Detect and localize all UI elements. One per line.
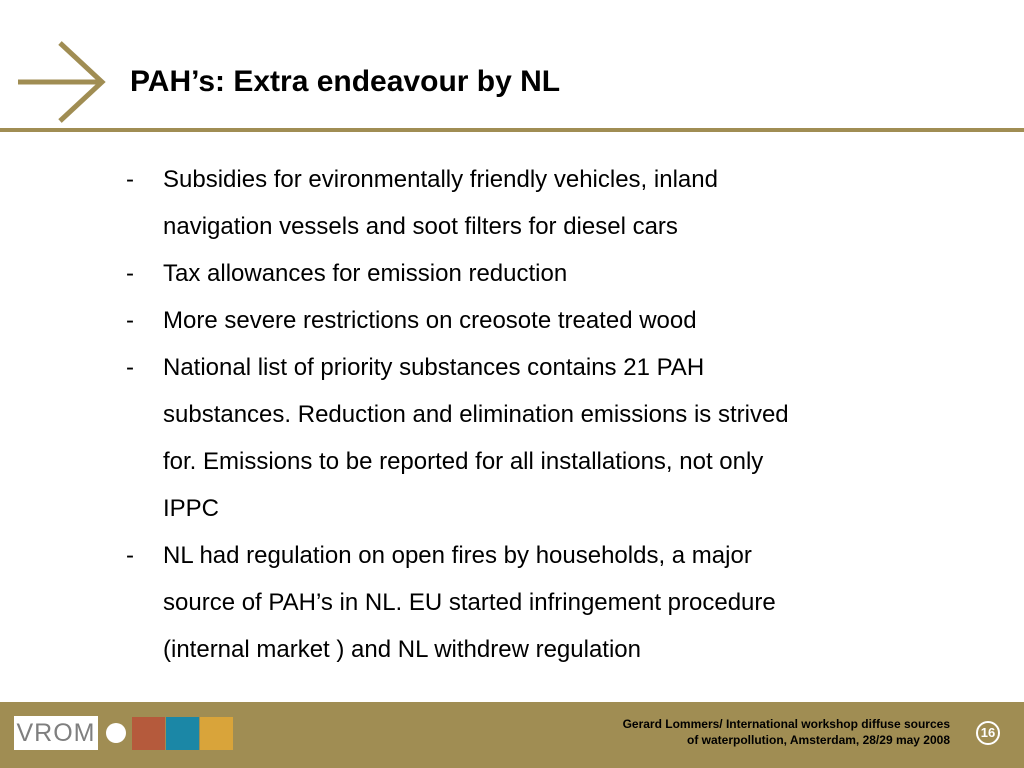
- color-square-terracotta: [132, 717, 165, 750]
- footer-credit-line: of waterpollution, Amsterdam, 28/29 may 2008: [687, 733, 950, 747]
- bullet-dash: -: [126, 166, 134, 193]
- bullet-line: source of PAH’s in NL. EU started infringement procedure: [163, 589, 776, 616]
- bullet-item: [126, 344, 926, 532]
- bullet-line: (internal market ) and NL withdrew regulation: [163, 636, 641, 663]
- arrow-right-icon: [14, 40, 106, 124]
- bullet-line: NL had regulation on open fires by households, a major: [163, 542, 752, 569]
- bullet-item: [126, 156, 926, 250]
- bullet-item: [126, 250, 926, 297]
- bullet-line: National list of priority substances contains 21 PAH: [163, 354, 705, 381]
- logo-dot: [106, 723, 126, 743]
- bullet-dash: -: [126, 542, 134, 569]
- bullet-line: Subsidies for evironmentally friendly vehicles, inland: [163, 166, 718, 193]
- bullet-dash: -: [126, 260, 134, 287]
- bullet-item: [126, 532, 926, 673]
- bullet-dash: -: [126, 354, 134, 381]
- vrom-logo: VROM: [14, 716, 98, 750]
- bullet-dash: -: [126, 307, 134, 334]
- slide-title: PAH’s: Extra endeavour by NL: [130, 65, 561, 98]
- footer-bar: [0, 702, 1024, 768]
- bullet-line: IPPC: [163, 495, 220, 522]
- title-divider: [0, 128, 1024, 132]
- bullet-line: substances. Reduction and elimination emissions is strived: [163, 401, 789, 428]
- page-number-badge: 16: [976, 721, 1000, 745]
- bullet-line: navigation vessels and soot filters for diesel cars: [163, 213, 678, 240]
- bullet-line: Tax allowances for emission reduction: [163, 260, 568, 287]
- bullet-line: for. Emissions to be reported for all installations, not only: [163, 448, 764, 475]
- footer-credit-line: Gerard Lommers/ International workshop diffuse sources: [622, 717, 950, 731]
- color-square-ochre: [200, 717, 233, 750]
- bullet-line: More severe restrictions on creosote treated wood: [163, 307, 697, 334]
- bullet-list: [126, 156, 926, 673]
- footer-credit: [623, 716, 950, 748]
- bullet-item: [126, 297, 926, 344]
- color-square-teal: [166, 717, 199, 750]
